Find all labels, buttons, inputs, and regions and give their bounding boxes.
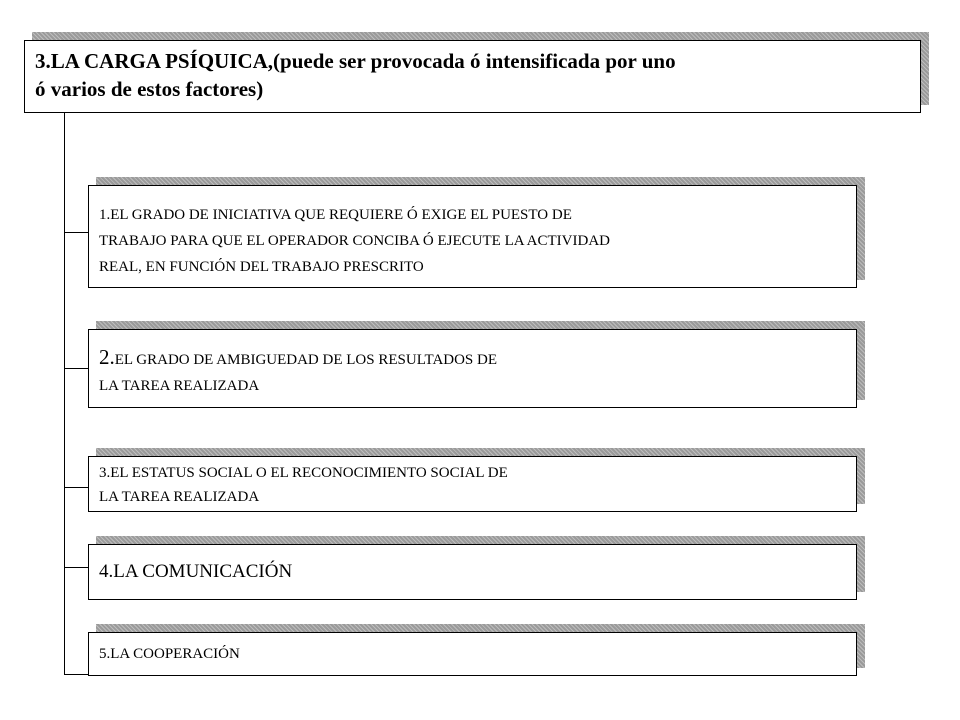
- connector-branch-3: [64, 487, 89, 488]
- item-2-number: 2.: [99, 345, 115, 369]
- item-1-text: 1.EL GRADO DE INICIATIVA QUE REQUIERE Ó EXIGE EL PUESTO DE TRABAJO PARA QUE EL OPERADOR CONCIBA Ó EJECUTE LA ACTIVIDAD REAL, EN FUNCIÓN DEL TRABAJO PRESCRITO: [99, 207, 611, 275]
- connector-branch-4: [64, 567, 89, 568]
- item-3-text: 3.EL ESTATUS SOCIAL O EL RECONOCIMIENTO SOCIAL DE LA TAREA REALIZADA: [99, 465, 508, 505]
- item-5-box: [88, 632, 857, 676]
- item-4-box: [88, 544, 857, 600]
- item-2-box: [88, 329, 857, 408]
- item-1-box: [88, 185, 857, 288]
- item-2-label: EL GRADO DE AMBIGUEDAD DE LOS RESULTADOS DE LA TAREA REALIZADA: [99, 352, 498, 394]
- connector-branch-5: [64, 674, 89, 675]
- connector-branch-1: [64, 232, 89, 233]
- title-box: [24, 40, 921, 113]
- item-2-text: [99, 344, 848, 399]
- connector-vertical: [64, 112, 65, 675]
- item-3-box: [88, 456, 857, 512]
- title-text: 3.LA CARGA PSÍQUICA,(puede ser provocada ó intensificada por uno ó varios de estos factores): [35, 49, 676, 101]
- item-5-text: 5.LA COOPERACIÓN: [99, 646, 240, 662]
- connector-branch-2: [64, 368, 89, 369]
- item-4-text: 4.LA COMUNICACIÓN: [99, 561, 293, 582]
